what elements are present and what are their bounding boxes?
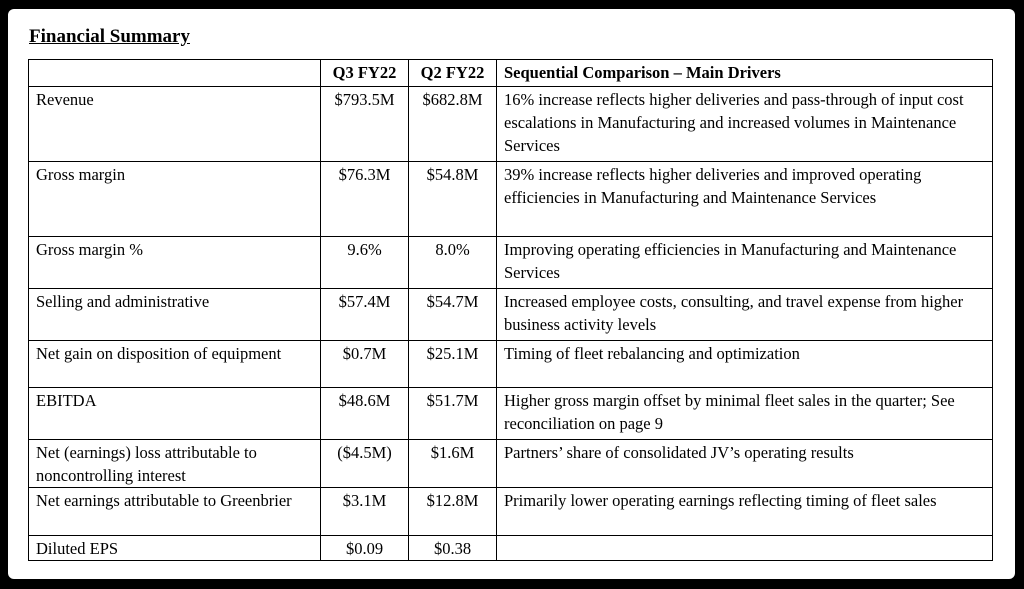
- row-driver: 39% increase reflects higher deliveries and improved operating efficiencies in Manufacturing and Maintenance Services: [497, 162, 993, 237]
- row-driver: Increased employee costs, consulting, and travel expense from higher business activity levels: [497, 289, 993, 341]
- row-driver: Timing of fleet rebalancing and optimization: [497, 341, 993, 388]
- row-driver: Primarily lower operating earnings reflecting timing of fleet sales: [497, 488, 993, 536]
- table-row: [29, 536, 993, 561]
- row-q3-value: $76.3M: [321, 162, 409, 237]
- row-metric: Gross margin: [29, 162, 321, 237]
- row-q2-value: $54.8M: [409, 162, 497, 237]
- row-q2-value: $51.7M: [409, 388, 497, 440]
- row-q2-value: $1.6M: [409, 440, 497, 488]
- table-row: [29, 87, 993, 162]
- table-row: [29, 162, 993, 237]
- row-q3-value: $57.4M: [321, 289, 409, 341]
- row-metric: Net gain on disposition of equipment: [29, 341, 321, 388]
- row-q2-value: $682.8M: [409, 87, 497, 162]
- header-drivers: Sequential Comparison – Main Drivers: [497, 60, 993, 87]
- row-driver: Improving operating efficiencies in Manufacturing and Maintenance Services: [497, 237, 993, 289]
- row-metric: Gross margin %: [29, 237, 321, 289]
- row-q2-value: 8.0%: [409, 237, 497, 289]
- row-metric: EBITDA: [29, 388, 321, 440]
- row-q2-value: $54.7M: [409, 289, 497, 341]
- row-driver: [497, 536, 993, 561]
- row-q3-value: $3.1M: [321, 488, 409, 536]
- table-row: [29, 289, 993, 341]
- row-q3-value: $0.09: [321, 536, 409, 561]
- row-q3-value: 9.6%: [321, 237, 409, 289]
- row-q2-value: $12.8M: [409, 488, 497, 536]
- table-row: [29, 488, 993, 536]
- row-q2-value: $25.1M: [409, 341, 497, 388]
- table-row: [29, 341, 993, 388]
- header-q3: Q3 FY22: [321, 60, 409, 87]
- row-metric: Net (earnings) loss attributable to noncontrolling interest: [29, 440, 321, 488]
- row-driver: Partners’ share of consolidated JV’s operating results: [497, 440, 993, 488]
- table-header-row: [29, 60, 993, 87]
- header-q2: Q2 FY22: [409, 60, 497, 87]
- header-metric: [29, 60, 321, 87]
- row-q3-value: $0.7M: [321, 341, 409, 388]
- financial-summary-table: [28, 59, 993, 561]
- row-q3-value: $48.6M: [321, 388, 409, 440]
- document-title: Financial Summary: [29, 26, 190, 47]
- row-metric: Selling and administrative: [29, 289, 321, 341]
- row-metric: Revenue: [29, 87, 321, 162]
- table-row: [29, 237, 993, 289]
- row-driver: Higher gross margin offset by minimal fleet sales in the quarter; See reconciliation on page 9: [497, 388, 993, 440]
- row-q2-value: $0.38: [409, 536, 497, 561]
- table-row: [29, 440, 993, 488]
- document-page: [8, 9, 1015, 579]
- row-q3-value: ($4.5M): [321, 440, 409, 488]
- table-row: [29, 388, 993, 440]
- row-metric: Net earnings attributable to Greenbrier: [29, 488, 321, 536]
- row-q3-value: $793.5M: [321, 87, 409, 162]
- row-driver: 16% increase reflects higher deliveries and pass-through of input cost escalations in Manufacturing and increased volumes in Maintenance Services: [497, 87, 993, 162]
- row-metric: Diluted EPS: [29, 536, 321, 561]
